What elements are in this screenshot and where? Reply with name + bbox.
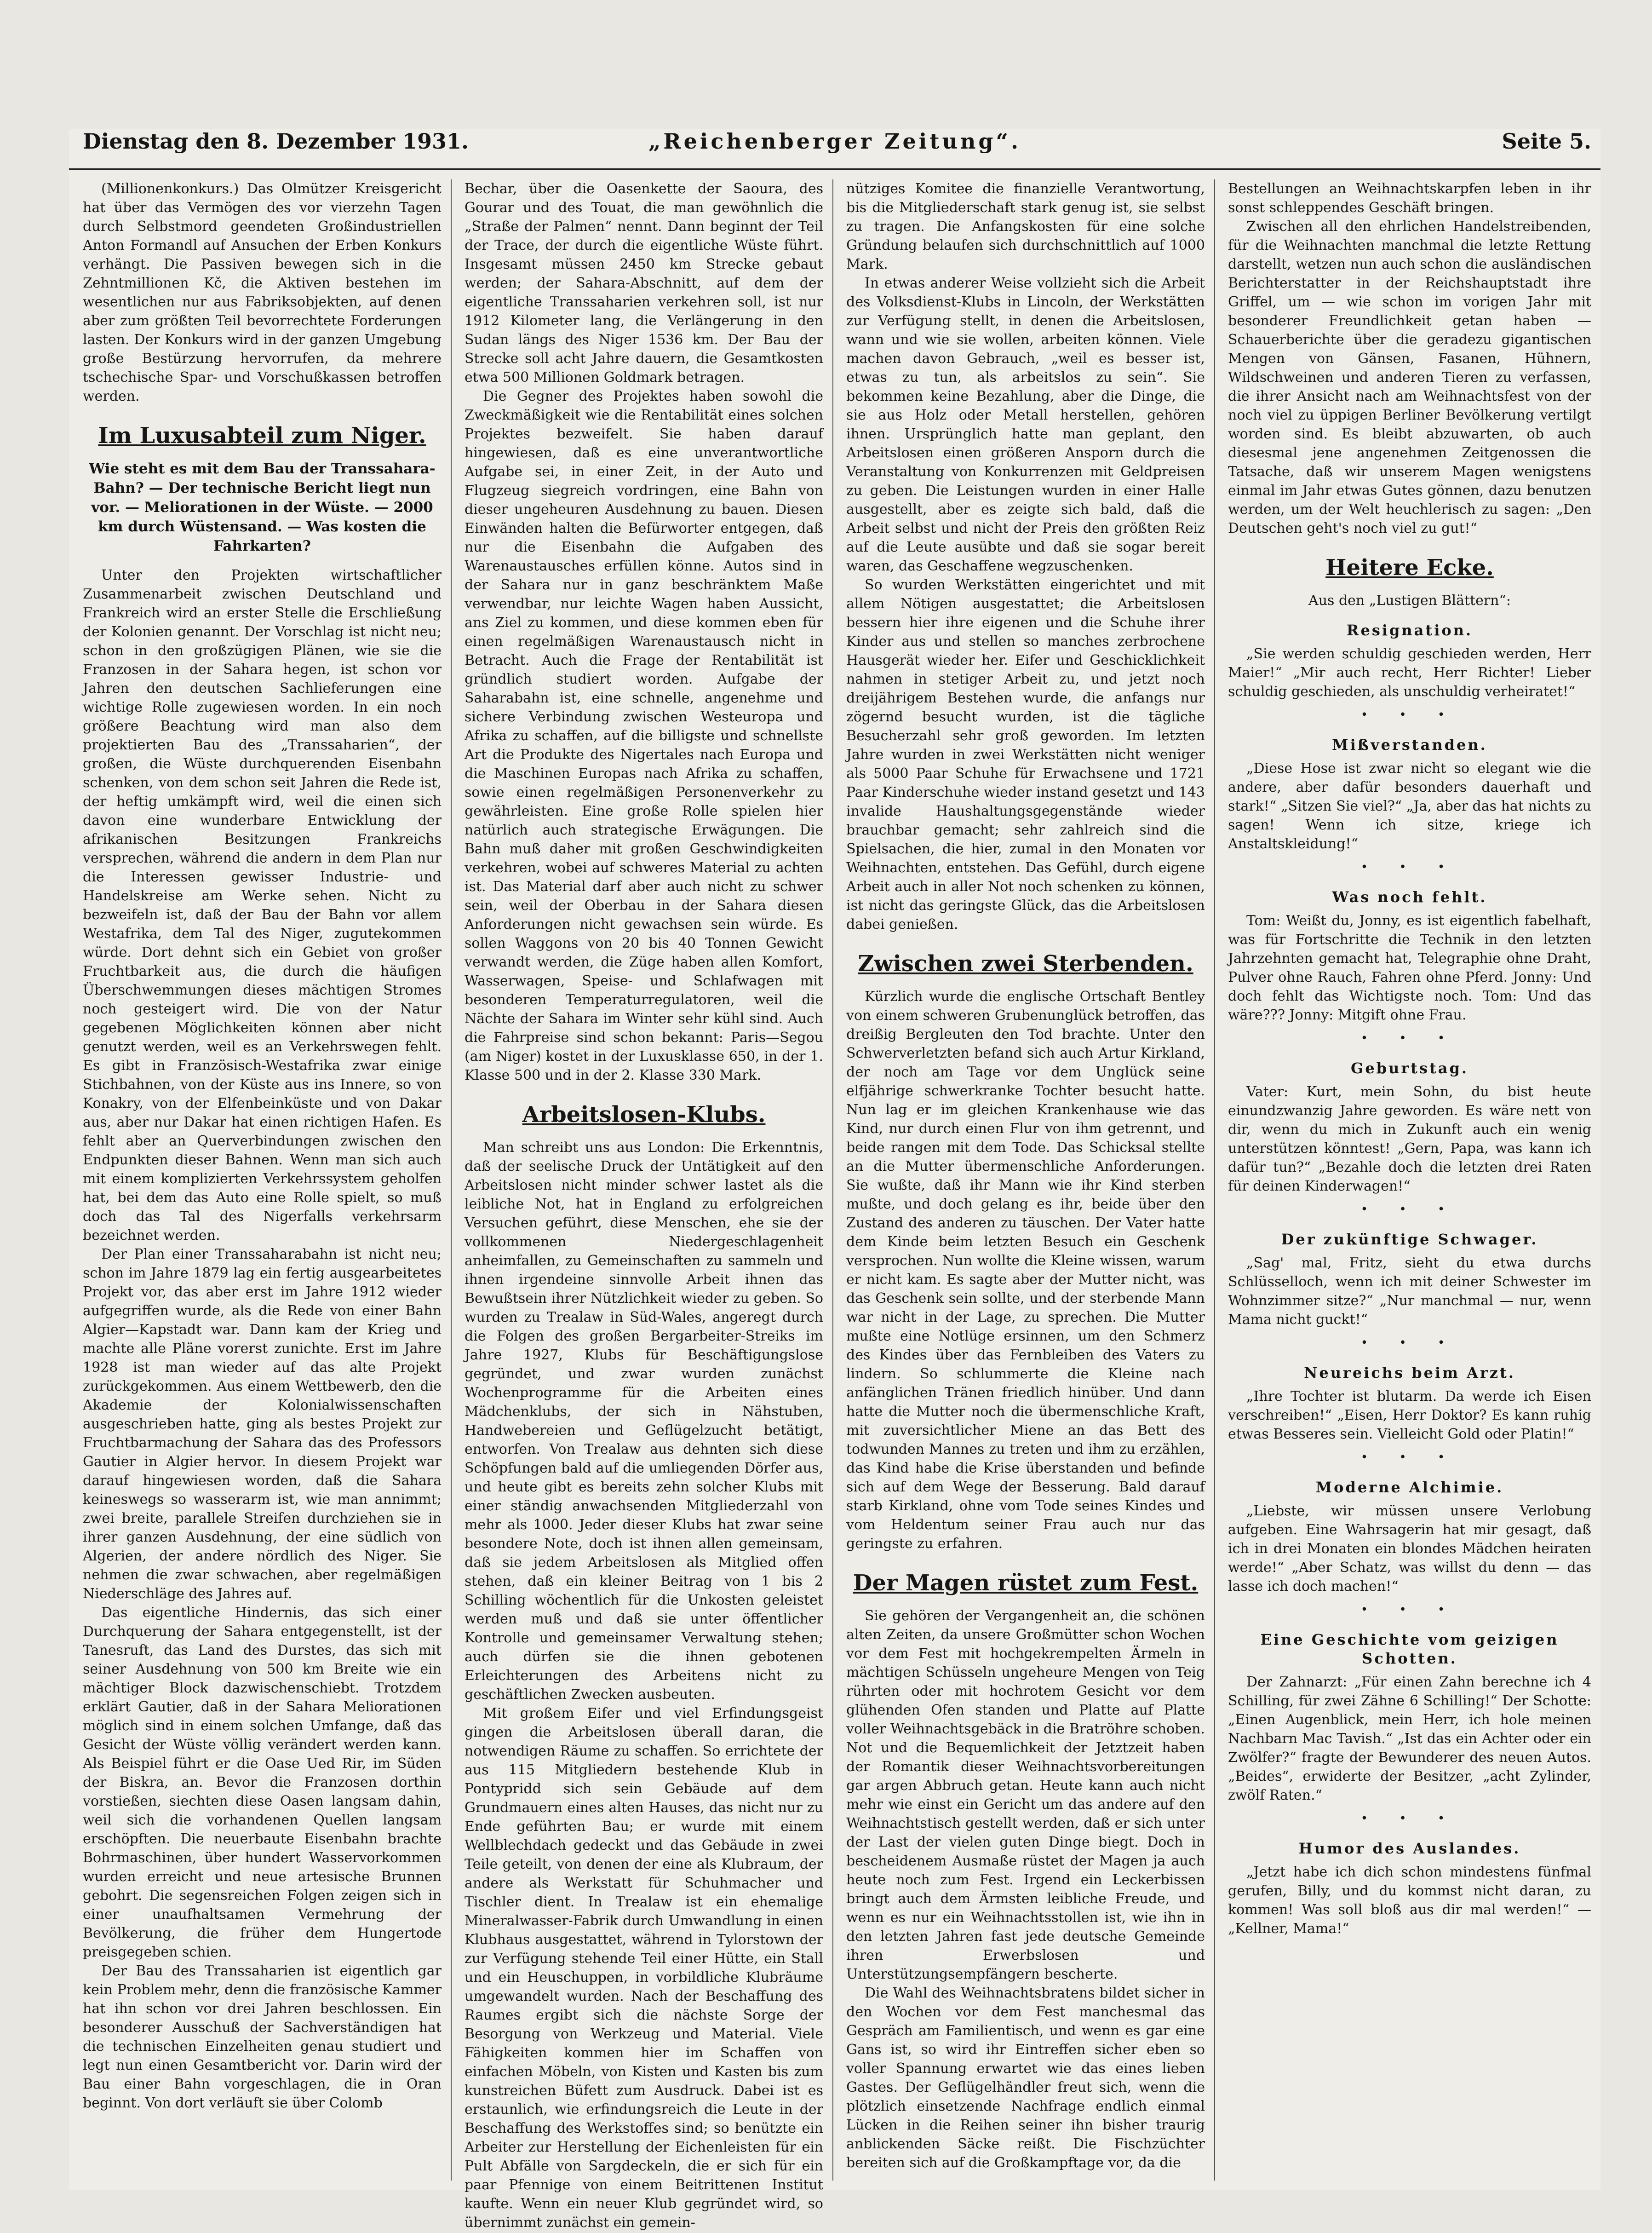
page-header [69, 129, 1600, 166]
joke-title: Was noch fehlt. [1332, 888, 1487, 906]
joke-text: Der Zahnarzt: „Für einen Zahn berechne ich 4 Schilling, für zwei Zähne 6 Schilling!“ Der Schotte: „Einen Augenblick, mein Herr, ich hole meinen Nachbarn Mac Tavish.“ „Ist das ein Achter oder ein Zwölfer?“ fragte der Bewunderer des neuen Autos. „Beides“, erwiderte der Besitzer, „acht Zylinder, zwölf Raten.“ [1228, 1674, 1591, 1803]
column-divider [832, 179, 833, 2181]
section-intro: Aus den „Lustigen Blättern“: [1308, 593, 1511, 609]
article-text: (Millionenkonkurs.) Das Olmützer Kreisgericht hat über das Vermögen des vor vierzehn Tagen durch Selbstmord geendeten Großindustriellen Anton Formandl auf Ansuchen der Erben Konkurs verhängt. Die Passiven bewegen sich in die Zehntmillionen Kč, die Aktiven bestehen im wesentlichen nur aus Fabriksobjekten, auf denen aber zum größten Teil bevorrechtete Forderungen lasten. Der Konkurs wird in der ganzen Umgebung große Bestürzung hervorrufen, da mehrere tschechische Spar- und Vorschußkassen betroffen werden. [83, 181, 442, 404]
separator-dots: • • • [1360, 708, 1459, 722]
joke-text: „Sie werden schuldig geschieden werden, Herr Maier!“ „Mir auch recht, Herr Richter! Lieber schuldig geschieden, als unschuldig verheiratet!“ [1228, 646, 1591, 700]
joke-title: Geburtstag. [1350, 1059, 1468, 1077]
article-title: Zwischen zwei Sterbenden. [858, 951, 1193, 977]
article-text: Man schreibt uns aus London: Die Erkenntnis, daß der seelische Druck der Untätigkeit auf den Arbeitslosen nicht minder schwer lastet als die leibliche Not, hat in England zu erfolgreichen Versuchen geführt, diese Menschen, ehe sie der vollkommenen Niedergeschlagenheit anheimfallen, zu Gemeinschaften zu sammeln und ihnen irgendeine sinnvolle Arbeit ihnen das Bewußtsein ihrer Nützlichkeit wieder zu geben. So wurden zu Trealaw in Süd-Wales, angeregt durch die Folgen des großen Bergarbeiter-Streiks im Jahre 1927, Klubs für Beschäftigungslose gegründet, und zwar wurden zunächst Wochenprogramme für die Arbeiten eines Mädchenklubs, der sich in Nähstuben, Handwebereien und Geflügelzucht betätigt, entworfen. Von Trealaw aus dehnten sich diese Schöpfungen bald auf die umliegenden Dörfer aus, und heute gibt es bereits zehn solcher Klubs mit einer ständig anwachsenden Mitgliederzahl von mehr als 1000. Jeder dieser Klubs hat zwar seine besondere Note, doch ist ihnen allen gemeinsam, daß sie jedem Arbeitslosen als Mitglied offen stehen, daß ein kleiner Beitrag von 1 bis 2 Schilling wöchentlich für die Unkosten geleistet werden muß und daß sie unter öffentlicher Kontrolle und gemeinsamer Verwaltung stehen; auch dürfen sie die ihnen gebotenen Erleichterungen des Arbeitens nicht zu geschäftlichen Zwecken ausbeuten. [465, 1140, 823, 1703]
joke-title: Moderne Alchimie. [1315, 1479, 1504, 1496]
article-text: Bechar, über die Oasenkette der Saoura, des Gourar und des Touat, die man gewöhnlich die „Straße der Palmen“ nennt. Dann beginnt der Teil der Trace, der durch die eigentliche Wüste führt. Insgesamt müssen 2450 km Strecke gebaut werden; der Sahara-Abschnitt, auf dem der eigentliche Transsaharien verkehren soll, ist nur 1912 Kilometer lang, die Verlängerung in den Sudan längs des Niger 1536 km. Der Bau der Strecke soll acht Jahre dauern, die Gesamtkosten etwa 500 Millionen Goldmark betragen. [465, 181, 823, 386]
separator-dots: • • • [1360, 860, 1459, 874]
separator-dots: • • • [1360, 1812, 1459, 1825]
article-text: In etwas anderer Weise vollzieht sich die Arbeit des Volksdienst-Klubs in Lincoln, der Werkstätten zur Verfügung stellt, in denen die Arbeitslosen, wann und wie sie wollen, arbeiten können. Viele machen davon Gebrauch, „weil es besser ist, etwas zu tun, als arbeitslos zu sein“. Sie bekommen keine Bezahlung, aber die Dinge, die sie aus Holz oder Metall herstellen, gehören ihnen. Ursprünglich hatte man geplant, den Arbeitslosen einen größeren Ansporn durch die Veranstaltung von Konkurrenzen mit Geldpreisen zu geben. Die Leistungen wurden in einer Halle ausgestellt, aber es zeigte sich bald, daß die Arbeit selbst und nicht der Preis den größten Reiz auf die Leute ausübte und daß sie sogar bereit waren, das Geschaffene wegzuschenken. [846, 275, 1205, 574]
article-text: Sie gehören der Vergangenheit an, die schönen alten Zeiten, da unsere Großmütter schon Wochen vor dem Fest mit hochgekrempelten Ärmeln in mächtigen Schüsseln ungeheure Mengen von Teig rührten oder mit hochrotem Gesicht vor dem glühenden Ofen standen und Platte auf Platte voller Weihnachtsgebäck in die Bratröhre schoben. Not und die Bequemlichkeit der Jetztzeit haben der Romantik dieser Weihnachtsvorbereitungen gar argen Abbruch getan. Heute kann auch nicht mehr wie einst ein Gericht um das andere auf den Weihnachtstisch gestellt werden, daß er sich unter der Last der vielen guten Dinge biegt. Doch in bescheidenem Ausmaße rüstet der Magen ja auch heute noch zum Fest. Irgend ein Leckerbissen bringt auch dem Ärmsten leibliche Freude, und wenn es nur ein Weihnachtsstollen ist, wie ihn in den letzten Jahren fast jede deutsche Gemeinde ihren Erwerbslosen und Unterstützungsempfängern bescherte. [846, 1608, 1205, 1982]
joke-text: Vater: Kurt, mein Sohn, du bist heute einundzwanzig Jahre geworden. Es wäre nett von dir, wenn du mich in Zukunft auch ein wenig unterstützen könntest! „Gern, Papa, was kann ich dafür tun?“ „Bezahle doch die letzten drei Raten für deinen Kinderwagen!“ [1228, 1084, 1591, 1194]
joke-title: Mißverstanden. [1332, 736, 1487, 754]
page-number: Seite 5. [1502, 129, 1591, 154]
article-text: Unter den Projekten wirtschaftlicher Zusammenarbeit zwischen Deutschland und Frankreich wird an erster Stelle die Erschließung der Kolonien genannt. Der Vorschlag ist nicht neu; schon in den großzügigen Plänen, wie sie die Franzosen in der Sahara hegen, ist schon vor Jahren den deutschen Sachlieferungen eine wichtige Rolle zugewiesen worden. In ein noch größere Beachtung wird man also dem projektierten Bau des „Transsaharien“, der großen, die Wüste durchquerenden Eisenbahn schenken, von dem schon seit Jahren die Rede ist, der heftig umkämpft wird, weil die einen sich davon eine wunderbare Entwicklung der afrikanischen Besitzungen Frankreichs versprechen, während die andern in dem Plan nur die Interessen gewisser Industrie- und Handelskreise am Werke sehen. Nicht zu bezweifeln ist, daß der Bau der Bahn vor allem Westafrika, dem Tal des Niger, zugutekommen würde. Dort dehnt sich ein Gebiet von großer Fruchtbarkeit aus, die durch die häufigen Überschwemmungen dieses mächtigen Stromes noch gesteigert wird. Die von der Natur gegebenen Möglichkeiten können aber nicht genutzt werden, weil es an Verkehrswegen fehlt. Es gibt in Französisch-Westafrika zwar einige Stichbahnen, von der Küste aus ins Innere, so von Konakry, von der Elfenbeinküste und von Dakar aus, aber nur Dakar hat einen richtigen Hafen. Es fehlt aber an Querverbindungen zwischen den Endpunkten dieser Bahnen. Wenn man sich auch mit einem komplizierten Verkehrssystem geholfen hat, bei dem das Auto eine Rolle spielt, so muß doch das Tal des Nigerfalls verkehrsarm bezeichnet werden. [83, 567, 442, 1243]
newspaper-title: „Reichenberger Zeitung“. [648, 129, 1021, 154]
separator-dots: • • • [1360, 1603, 1459, 1617]
column-2 [465, 179, 823, 2231]
joke-text: Tom: Weißt du, Jonny, es ist eigentlich fabelhaft, was für Fortschritte die Technik in den letzten Jahrzehnten gemacht hat, Telegraphie ohne Draht, Pulver ohne Rauch, Fahren ohne Pferd. Jonny: Und doch fehlt das Wichtigste noch. Tom: Und das wäre??? Jonny: Mitgift ohne Frau. [1228, 913, 1591, 1023]
joke-text: „Diese Hose ist zwar nicht so elegant wie die andere, aber dafür besonders dauerhaft und stark!“ „Sitzen Sie viel?“ „Ja, aber das hat nichts zu sagen! Wenn ich sitze, kriege ich Anstaltskleidung!“ [1228, 760, 1591, 852]
column-4 [1228, 179, 1591, 2181]
article-text: Die Wahl des Weihnachtsbratens bildet sicher in den Wochen vor dem Fest manchesmal das Gespräch am Familientisch, und wenn es gar eine Gans ist, so wird ihr Eintreffen sicher eben so voller Spannung erwartet wie das eines lieben Gastes. Der Geflügelhändler freut sich, wenn die plötzlich einsetzende Nachfrage endlich einmal Lücken in die Reihen seiner ihn bisher traurig anblickenden Säcke reißt. Die Fischzüchter bereiten sich auf die Großkampftage vor, da die [846, 1985, 1205, 2171]
separator-dots: • • • [1360, 1203, 1459, 1216]
joke-text: „Ihre Tochter ist blutarm. Da werde ich Eisen verschreiben!“ „Eisen, Herr Doktor? Es kann ruhig etwas Besseres sein. Vielleicht Gold oder Platin!“ [1228, 1388, 1591, 1442]
article-text: nütziges Komitee die finanzielle Verantwortung, bis die Mitgliederschaft stark genug ist, sie selbst zu tragen. Die Anfangskosten für eine solche Gründung belaufen sich durchschnittlich auf 1000 Mark. [846, 181, 1205, 272]
issue-date: Dienstag den 8. Dezember 1931. [83, 129, 469, 154]
separator-dots: • • • [1360, 1450, 1459, 1464]
column-3 [846, 179, 1205, 2181]
joke-title: Der zukünftige Schwager. [1281, 1231, 1538, 1248]
joke-text: „Sag' mal, Fritz, sieht du etwa durchs Schlüsselloch, wenn ich mit deiner Schwester im Wohnzimmer sitze?“ „Nur manchmal — nur, wenn Mama nicht guckt!“ [1228, 1255, 1591, 1328]
header-rule [69, 168, 1600, 170]
article-text: Mit großem Eifer und viel Erfindungsgeist gingen die Arbeitslosen überall daran, die notwendigen Räume zu schaffen. So errichtete der aus 115 Mitgliedern bestehende Klub in Pontypridd sich sein Gebäude auf dem Grundmauern eines alten Hauses, das nicht nur zu Ende geführten Bau; er wurde mit einem Wellblechdach gedeckt und das Gebäude in zwei Teile geteilt, von denen der eine als Klubraum, der andere als Werkstatt für Schuhmacher und Tischler dient. In Trealaw ist ein ehemalige Mineralwasser-Fabrik durch Umwandlung in einen Klubhaus ausgestattet, während in Tylorstown der zur Verfügung stehende Teil einer Hütte, ein Stall und ein Heuschuppen, in vorbildliche Klubräume umgewandelt wurden. Nach der Beschaffung des Raumes ergibt sich die nächste Sorge der Besorgung von Werkzeug und Material. Viele Fähigkeiten kommen hier im Schaffen von einfachen Möbeln, von Kisten und Kasten bis zum kunstreichen Büfett zum Ausdruck. Dabei ist es erstaunlich, wie erfindungsreich die Leute in der Beschaffung des Werkstoffes sind; so benützte ein Arbeiter zur Herstellung der Eichenleisten für ein Pult Abfälle von Sargdeckeln, die er sich für ein paar Pfennige von einem Beitrittenen Institut kaufte. Wenn ein neuer Klub gegründet wird, so übernimmt zunächst ein gemein- [465, 1705, 823, 2231]
article-title: Arbeitslosen-Klubs. [522, 1102, 766, 1128]
article-title: Heitere Ecke. [1325, 555, 1494, 581]
column-1 [83, 179, 442, 2181]
joke-text: „Liebste, wir müssen unsere Verlobung aufgeben. Eine Wahrsagerin hat mir gesagt, daß ich in drei Monaten ein blondes Mädchen heiraten werde!“ „Aber Schatz, was willst du denn — das lasse ich doch machen!“ [1228, 1503, 1591, 1594]
joke-title: Resignation. [1346, 622, 1473, 639]
newspaper-page [69, 129, 1600, 2231]
article-text: Die Gegner des Projektes haben sowohl die Zweckmäßigkeit wie die Rentabilität eines solchen Projektes bezweifelt. Sie haben darauf hingewiesen, daß es eine unverantwortliche Aufgabe sei, in einer Zeit, in der Auto und Flugzeug siegreich vordringen, eine Bahn von dieser ungeheuren Ausdehnung zu bauen. Diesen Einwänden halten die Befürworter entgegen, daß nur die Eisenbahn die Aufgaben des Warenaustausches erfüllen könne. Autos sind in der Sahara nur in ganz beschränktem Maße verwendbar, nur leichte Wagen haben Aussicht, ans Ziel zu kommen, und diese kommen eben für einen regelmäßigen Warenaustausch nicht in Betracht. Auch die Frage der Rentabilität ist gründlich studiert worden. Aufgabe der Saharabahn ist, eine schnelle, angenehme und sichere Verbindung zwischen Westeuropa und Afrika zu schaffen, auf die billigste und schnellste Art die Produkte des Nigertales nach Europa und die Maschinen Europas nach Afrika zu schaffen, sowie einen regelmäßigen Personenverkehr zu gewährleisten. Eine große Rolle spielen hier natürlich auch strategische Erwägungen. Die Bahn muß daher mit großen Geschwindigkeiten verkehren, wobei auf schweres Material zu achten ist. Das Material darf aber auch nicht zu schwer sein, weil der Oberbau in der Sahara diesen Anforderungen nicht gewachsen sein würde. Es sollen Waggons von 20 bis 40 Tonnen Gewicht verwandt werden, die Züge haben allen Komfort, Wasserwagen, Speise- und Schlafwagen mit besonderen Temperaturregulatoren, weil die Nächte der Sahara im Winter sehr kühl sind. Auch die Fahrpreise sind schon bekannt: Paris—Segou (am Niger) kostet in der Luxusklasse 650, in der 1. Klasse 500 und in der 2. Klasse 330 Mark. [465, 388, 823, 1083]
column-divider [451, 179, 452, 2181]
joke-title: Neureichs beim Arzt. [1304, 1364, 1515, 1381]
article-text: Der Bau des Transsaharien ist eigentlich gar kein Problem mehr, denn die französische Kammer hat ihn schon vor drei Jahren beschlossen. Ein besonderer Ausschuß der Sachverständigen hat die technischen Einzelheiten genau studiert und legt nun einen Gesamtbericht vor. Darin wird der Bau einer Bahn vorgeschlagen, die in Oran beginnt. Von dort verläuft sie über Colomb [83, 1963, 442, 2111]
article-text: Bestellungen an Weihnachtskarpfen leben in ihr sonst schleppendes Geschäft bringen. [1228, 181, 1591, 216]
article-text: Der Plan einer Transsaharabahn ist nicht neu; schon im Jahre 1879 lag ein fertig ausgearbeitetes Projekt vor, das aber erst im Jahre 1912 wieder aufgegriffen wurde, als die Rede von einer Bahn Algier—Kapstadt war. Dann kam der Krieg und machte alle Pläne vorerst zunichte. Erst im Jahre 1928 ist man wieder auf das alte Projekt zurückgekommen. Aus einem Wettbewerb, den die Akademie der Kolonialwissenschaften ausgeschrieben hatte, ging als bestes Projekt zur Fruchtbarmachung der Sahara das des Professors Gautier in Algier hervor. In diesem Projekt war darauf hingewiesen worden, daß die Sahara keineswegs so wasserarm ist, wie man annimmt; zwei breite, parallele Streifen durchziehen sie in ihrer ganzen Ausdehnung, der eine südlich von Algerien, der andere nördlich des Niger. Sie nehmen die zwar schwachen, aber regelmäßigen Niederschläge des Jahres auf. [83, 1246, 442, 1602]
article-title: Der Magen rüstet zum Fest. [853, 1570, 1199, 1596]
separator-dots: • • • [1360, 1031, 1459, 1045]
article-text: Das eigentliche Hindernis, das sich einer Durchquerung der Sahara entgegenstellt, ist der Tanesruft, das Land des Durstes, das sich mit seiner Ausdehnung von 500 km Breite wie ein mächtiger Block dazwischenschiebt. Trotzdem erklärt Gautier, daß in der Sahara Meliorationen möglich sind in einem solchen Umfange, daß das Gesicht der Wüste völlig verändert werden kann. Als Beispiel führt er die Oase Ued Rir, im Süden der Biskra, an. Bevor die Franzosen dorthin vorstießen, siechten diese Oasen langsam dahin, weil sich die vorhandenen Quellen langsam erschöpften. Die neuerbaute Eisenbahn brachte Bohrmaschinen, über hundert Wasservorkommen wurden erreicht und neue artesische Brunnen gebohrt. Die segensreichen Folgen zeigen sich in einer unaufhaltsamen Vermehrung der Bevölkerung, die früher dem Hungertode preisgegeben schien. [83, 1605, 442, 1960]
article-title: Im Luxusabteil zum Niger. [98, 423, 426, 449]
column-divider [1214, 179, 1215, 2181]
article-subtitle: Wie steht es mit dem Bau der Transsahara-Bahn? — Der technische Bericht liegt nun vor. — Meliorationen in der Wüste. — 2000 km durch Wüstensand. — Was kosten die Fahrkarten? [89, 460, 436, 554]
joke-title: Humor des Auslandes. [1298, 1840, 1521, 1857]
article-text: So wurden Werkstätten eingerichtet und mit allem Nötigen ausgestattet; die Arbeitslosen bessern hier ihre eigenen und die Schuhe ihrer Kinder aus und stellen so manches zerbrochene Hausgerät wieder her. Eifer und Geschicklichkeit nahmen in stetiger Arbeit zu, und jetzt noch dreijährigem Bestehen wurde, die anfangs nur zögernd besucht wurden, ist die tägliche Besucherzahl sehr groß geworden. Im letzten Jahre wurden in zwei Werkstätten nicht weniger als 5000 Paar Schuhe für Erwachsene und 1721 Paar Kinderschuhe wieder instand gesetzt und 143 invalide Haushaltungsgegenstände wieder brauchbar gemacht; sehr zahlreich sind die Spielsachen, die hier, zumal in den Monaten vor Weihnachten, entstehen. Das Gefühl, durch eigene Arbeit auch in aller Not noch schenken zu können, ist nicht das geringste Glück, das die Arbeitslosen dabei genießen. [846, 577, 1205, 932]
article-text: Zwischen all den ehrlichen Handelstreibenden, für die Weihnachten manchmal die letzte Rettung darstellt, wetzen nun auch schon die ausländischen Berichterstatter in der Reichshauptstadt ihre Griffel, um — wie schon im vorigen Jahr mit besonderer Freundlichkeit getan haben — Schauerberichte über die geradezu gigantischen Mengen von Gänsen, Fasanen, Hühnern, Wildschweinen und anderen Tieren zu verfassen, die ihrer Ansicht nach am Weihnachtsfest von der noch viel zu üppigen Berliner Bevölkerung vertilgt worden sind. Es bleibt abzuwarten, ob auch diesesmal jene angenehmen Zeitgenossen die Tatsache, daß wir unserem Magen wenigstens einmal im Jahr etwas Gutes gönnen, dazu benutzen werden, um der Welt heuchlerisch zu sagen: „Den Deutschen geht's noch viel zu gut!“ [1228, 219, 1591, 536]
article-text: Kürzlich wurde die englische Ortschaft Bentley von einem schweren Grubenunglück betroffen, das dreißig Bergleuten den Tod brachte. Unter den Schwerverletzten befand sich auch Artur Kirkland, der noch am Tage vor dem Unglück seine elfjährige schwerkranke Tochter besucht hatte. Nun lag er im gleichen Krankenhause wie das Kind, nur durch einen Flur von ihm getrennt, und beide rangen mit dem Tode. Das Schicksal stellte an die Mutter übermenschliche Anforderungen. Sie wußte, daß ihr Mann wie ihr Kind sterben mußte, und doch gelang es ihr, beide über den Zustand des anderen zu täuschen. Der Vater hatte dem Kinde beim letzten Besuch ein Geschenk versprochen. Nun wollte die Kleine wissen, warum er nicht kam. Es sagte aber der Mutter nicht, was das Geschenk sein sollte, und der sterbende Mann war nicht in der Lage, zu sprechen. Die Mutter mußte eine Notlüge ersinnen, um den Schmerz des Kindes über das Fernbleiben des Vaters zu lindern. So schlummerte die Kleine nach anfänglichen Tränen friedlich hinüber. Und dann hatte die Mutter noch die übermenschliche Kraft, mit zuversichtlicher Miene an das Bett des todwunden Mannes zu treten und ihm zu erzählen, das Kind habe die Krise überstanden und befinde sich auf dem Wege der Besserung. Bald darauf starb Kirkland, ohne vom Tode seines Kindes und vom Heldentum seiner Frau auch nur das geringste zu erfahren. [846, 989, 1205, 1552]
separator-dots: • • • [1360, 1336, 1459, 1350]
joke-title: Eine Geschichte vom geizigen Schotten. [1260, 1631, 1559, 1667]
joke-text: „Jetzt habe ich dich schon mindestens fünfmal gerufen, Billy, und du kommst nicht daran, zu kommen! Was soll bloß aus dir mal werden!“ — „Kellner, Mama!“ [1228, 1864, 1591, 1937]
